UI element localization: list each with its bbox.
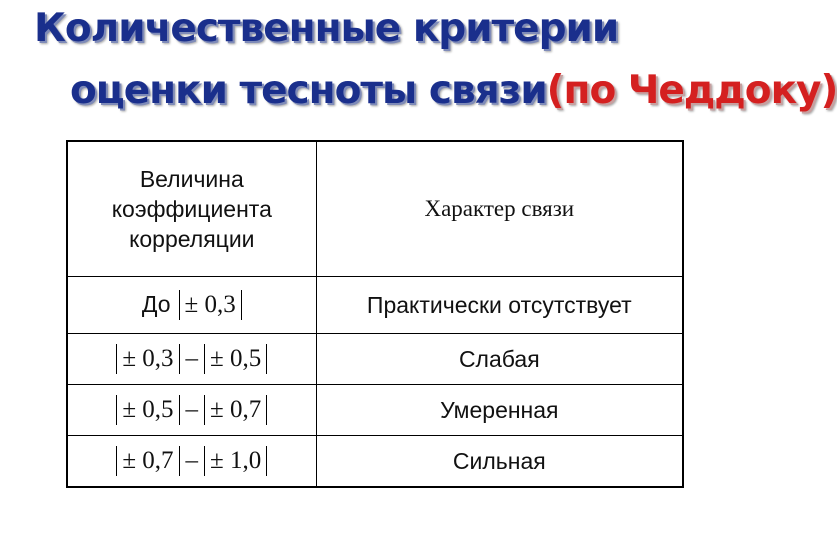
range-separator: – <box>185 396 199 423</box>
title-note: (по Чеддоку) <box>546 68 837 113</box>
table-row <box>67 334 683 385</box>
range-separator: – <box>185 345 199 372</box>
range-from: ± 0,3 <box>179 290 242 320</box>
relation-label: Слабая <box>316 334 683 385</box>
range-prefix: До <box>141 291 171 317</box>
range-to: ± 0,5 <box>204 344 267 374</box>
table-row <box>67 436 683 488</box>
title-line-2 <box>70 68 837 113</box>
table-header-row <box>67 141 683 277</box>
title-line-1: Количественные критерии <box>34 6 619 51</box>
range-separator: – <box>185 447 199 474</box>
header-relation: Характер связи <box>316 141 683 277</box>
range-cell <box>67 334 316 385</box>
table-row <box>67 277 683 334</box>
relation-label: Умеренная <box>316 385 683 436</box>
table-row <box>67 385 683 436</box>
range-from: ± 0,3 <box>116 344 179 374</box>
relation-label: Практически отсутствует <box>316 277 683 334</box>
range-to: ± 0,7 <box>204 395 267 425</box>
criteria-table <box>66 140 684 488</box>
range-cell <box>67 436 316 488</box>
range-from: ± 0,7 <box>116 446 179 476</box>
relation-label: Сильная <box>316 436 683 488</box>
range-from: ± 0,5 <box>116 395 179 425</box>
header-coefficient: Величина коэффициента корреляции <box>67 141 316 277</box>
range-to: ± 1,0 <box>204 446 267 476</box>
range-cell <box>67 277 316 334</box>
range-cell <box>67 385 316 436</box>
title-main: оценки тесноты связи <box>70 68 547 113</box>
